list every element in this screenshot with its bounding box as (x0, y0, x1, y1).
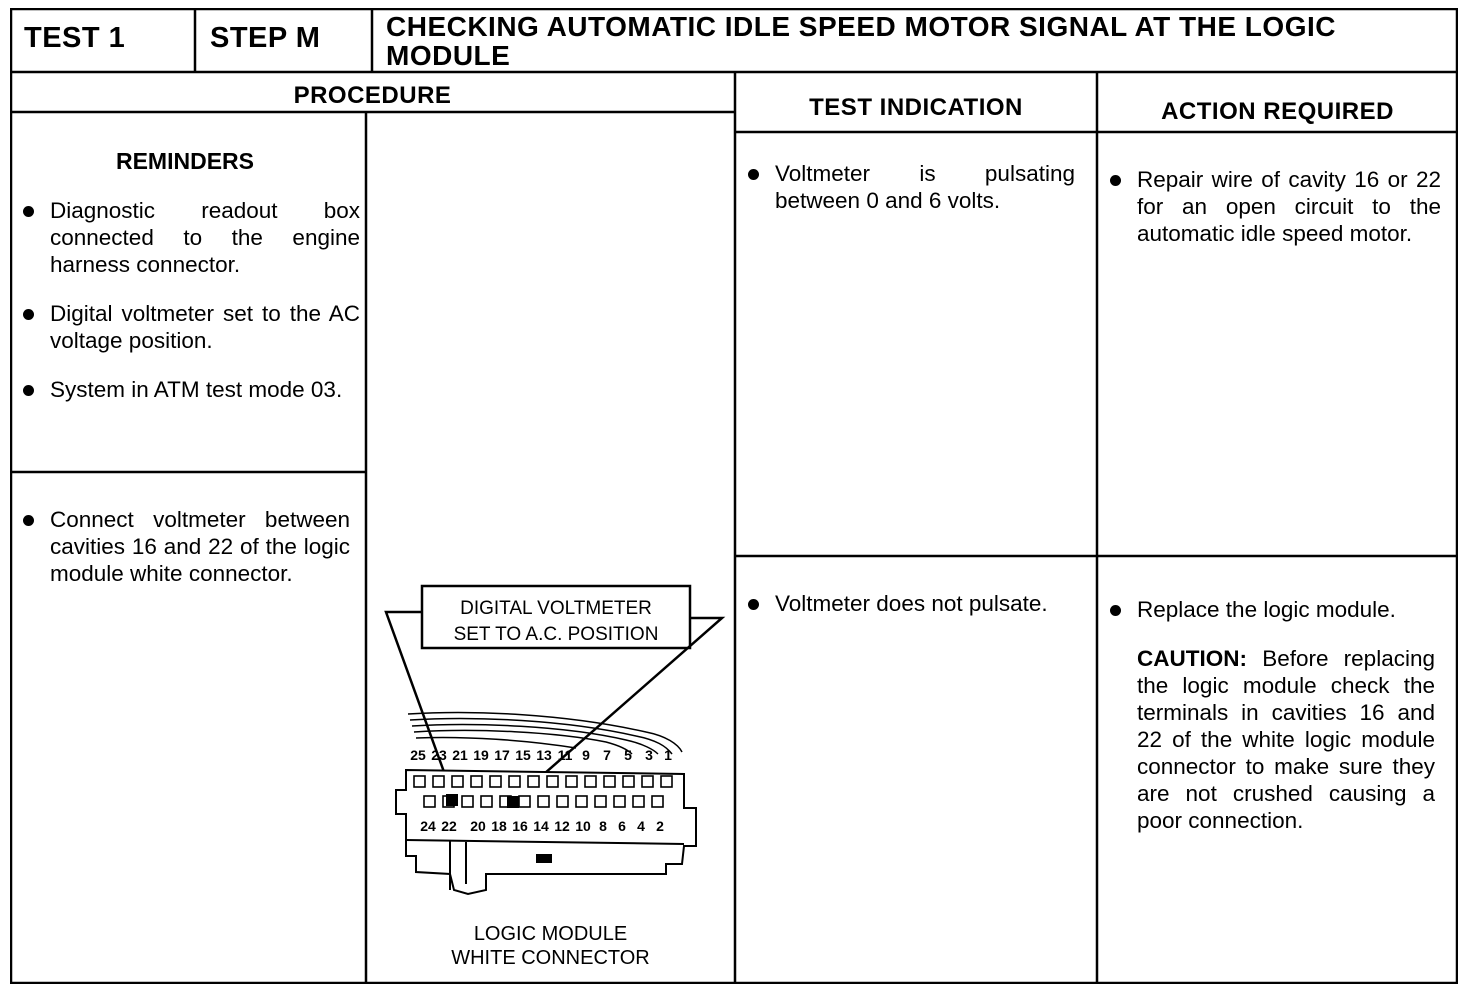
pin-number-top: 25 (410, 747, 426, 763)
caution-text: Before replacing the logic module check the terminals in cavities 16 and 22 of the white logic module connector to make sure they are not crushed causing a poor connection. (1137, 646, 1435, 833)
pin-number-bottom: 6 (618, 818, 626, 834)
reminder-item: Diagnostic readout box connected to the engine harness connector. (10, 197, 360, 278)
pin-number-top: 21 (452, 747, 468, 763)
voltmeter-label-line1: DIGITAL VOLTMETER (460, 598, 652, 619)
pin-number-bottom: 24 (420, 818, 436, 834)
action-row-2 (1097, 596, 1435, 834)
connector-caption-line1: LOGIC MODULE (473, 923, 628, 945)
pin-number-bottom: 8 (599, 818, 607, 834)
pin-number-top: 11 (557, 747, 573, 763)
connector-diagram (366, 564, 735, 984)
reminder-item: Digital voltmeter set to the AC voltage position. (10, 300, 360, 354)
pin-number-bottom: 16 (512, 818, 528, 834)
page-title: CHECKING AUTOMATIC IDLE SPEED MOTOR SIGNAL AT THE LOGIC MODULE (386, 11, 1336, 71)
test-indication-header: TEST INDICATION (809, 94, 1023, 121)
pin-number-bottom: 18 (491, 818, 507, 834)
procedure-step-text: Connect voltmeter between cavities 16 and 22 of the logic module white connector. (10, 506, 350, 587)
pin-number-bottom: 2 (656, 818, 664, 834)
pin-number-bottom: 12 (554, 818, 570, 834)
pin-number-top: 17 (494, 747, 510, 763)
caution-note (1097, 645, 1435, 834)
indication-text: Voltmeter does not pulsate. (735, 590, 1070, 617)
procedure-header: PROCEDURE (293, 82, 452, 109)
test-number: TEST 1 (24, 22, 126, 54)
connector-caption (366, 922, 735, 970)
connector-latch (536, 854, 552, 863)
pin-number-top: 9 (582, 747, 590, 763)
action-row-1 (1097, 166, 1441, 269)
reminders-section (10, 148, 360, 425)
voltmeter-label-line2: SET TO A.C. POSITION (453, 624, 659, 645)
pin-number-bottom: 14 (533, 818, 549, 834)
pin-number-bottom: 22 (441, 818, 457, 834)
pin-number-bottom: 10 (575, 818, 591, 834)
cavity-22-probe (446, 794, 458, 806)
action-required-header: ACTION REQUIRED (1161, 98, 1394, 125)
pin-number-bottom: 20 (470, 818, 486, 834)
pin-number-bottom: 4 (637, 818, 645, 834)
pin-number-top: 13 (536, 747, 552, 763)
step-label: STEP M (210, 22, 321, 54)
pin-number-top: 7 (603, 747, 611, 763)
pin-number-top: 5 (624, 747, 632, 763)
pin-number-top: 23 (431, 747, 447, 763)
pin-number-top: 15 (515, 747, 531, 763)
pin-number-top: 3 (645, 747, 653, 763)
reminder-item: System in ATM test mode 03. (10, 376, 360, 403)
action-text: Replace the logic module. (1097, 596, 1435, 623)
indication-row-1 (735, 160, 1075, 236)
pin-number-top: 19 (473, 747, 489, 763)
reminders-list (10, 197, 360, 403)
connector-caption-line2: WHITE CONNECTOR (451, 947, 650, 969)
procedure-step (10, 506, 350, 609)
pin-number-top: 1 (664, 747, 672, 763)
reminders-title: REMINDERS (115, 148, 254, 174)
cavity-16-probe (507, 796, 519, 808)
action-text: Repair wire of cavity 16 or 22 for an open circuit to the automatic idle speed motor. (1097, 166, 1441, 247)
test-procedure-sheet (10, 8, 1458, 984)
indication-row-2 (735, 590, 1070, 639)
indication-text: Voltmeter is pulsating between 0 and 6 volts. (735, 160, 1075, 214)
caution-label: CAUTION: (1137, 646, 1247, 671)
